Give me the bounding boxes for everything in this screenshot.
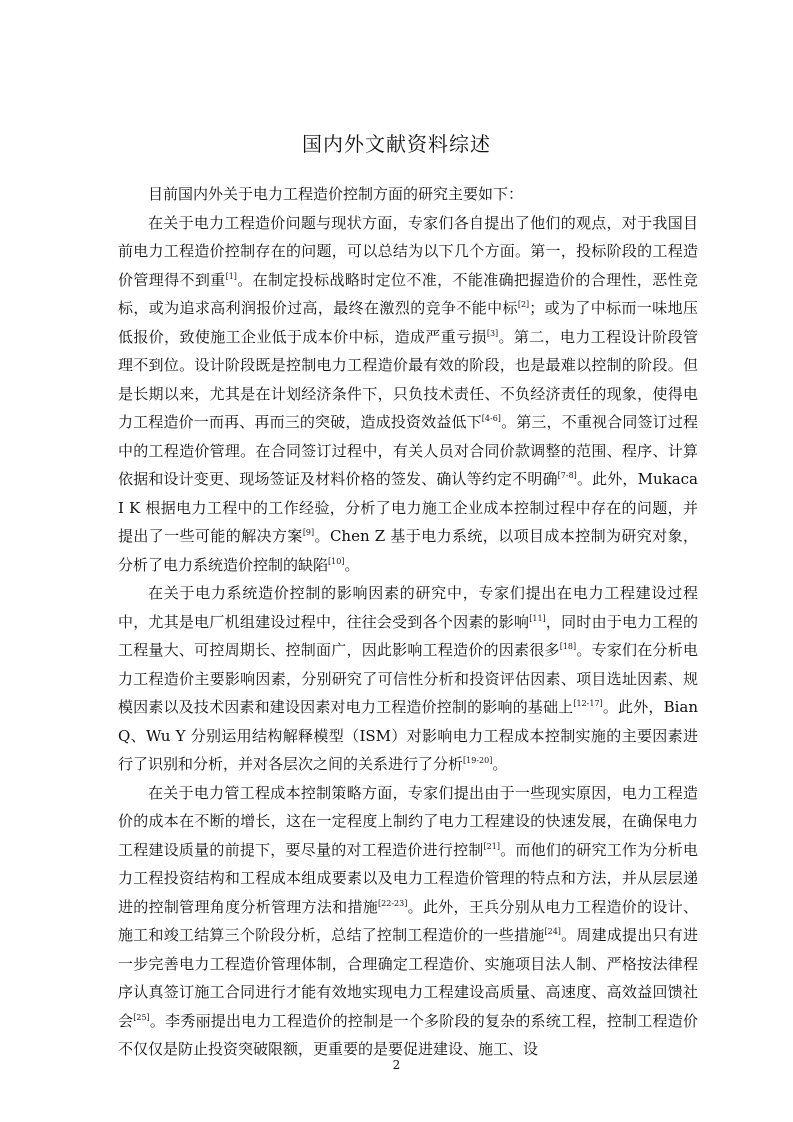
text-run: 在关于电力系统造价控制的影响因素的研究中，专家们提出在电力工程建设过程中，尤其是电厂机组建设过程中，往往会受到各个因素的影响 <box>118 584 698 631</box>
citation-ref: [4-6] <box>481 414 501 423</box>
text-run: 。Chen Z 基于电力系统，以项目成本控制为研究对象，分析了电力系统造价控制的缺陷 <box>118 527 698 574</box>
citation-ref: [10] <box>328 556 345 566</box>
paragraph <box>118 579 698 779</box>
text-run: 。在制定投标战略时定位不准，不能准确把握造价的合理性，恶性竞标，或为追求高利润报价过高，最终在激烈的竞争不能中标 <box>118 270 698 317</box>
text-run: 目前国内外关于电力工程造价控制方面的研究主要如下： <box>148 185 524 203</box>
citation-ref: [9] <box>302 528 315 537</box>
text-run: 在关于电力管工程成本控制策略方面，专家们提出由于一些现实原因，电力工程造价的成本在不断的增长，这在一定程度上制约了电力工程建设的快速发展，在确保电力工程建设质量的前提下，要尽量的对工程造价进行控制 <box>118 783 698 859</box>
citation-ref: [1] <box>225 271 237 281</box>
citation-ref: [21] <box>483 841 500 851</box>
text-run: 。李秀丽提出电力工程造价的控制是一个多阶段的复杂的系统工程，控制工程造价不仅仅是防止投资突破限额，更重要的是要促进建设、施工、设 <box>118 1011 698 1058</box>
citation-ref: [19-20] <box>463 756 493 765</box>
text-run: 。此外，Mukaca I K 根据电力工程中的工作经验，分析了电力施工企业成本控制过程中存在的问题，并提出了一些可能的解决方案 <box>118 470 698 545</box>
paragraph <box>118 779 698 1064</box>
citation-ref: [7-8] <box>557 471 577 480</box>
citation-ref: [18] <box>559 642 577 651</box>
text-run: ，同时由于电力工程的工程量大、可控周期长、控制面广，因此影响工程造价的因素很多 <box>118 612 698 659</box>
page-title: 国内外文献资料综述 <box>302 132 491 156</box>
text-run: 。第二，电力工程设计阶段管理不到位。设计阶段既是控制电力工程造价最有效的阶段，也是最难以控制的阶段。但是长期以来，尤其是在计划经济条件下，只负技术责任、不负经济责任的现象，使得电力工程造价一而再、再而三的突破，造成投资效益低下 <box>118 327 698 431</box>
text-run: 。专家们在分析电力工程造价主要影响因素，分别研究了可信性分析和投资评估因素、项目选址因素、规模因素以及技术因素和建设因素对电力工程造价控制的影响的基础上 <box>118 641 698 716</box>
body-text <box>118 180 698 1064</box>
text-run: 。此外，王兵分别从电力工程造价的设计、施工和竣工结算三个阶段分析，总结了控制工程造价的一些措施 <box>118 897 698 944</box>
citation-ref: [11] <box>529 613 546 623</box>
citation-ref: [12-17] <box>573 699 603 708</box>
citation-ref: [22-23] <box>378 898 408 908</box>
text-run: 。此外，Bian Q、Wu Y 分别运用结构解释模型（ISM）对影响电力工程成本控制实施的主要因素进行了识别和分析，并对各层次之间的关系进行了分析 <box>118 698 698 773</box>
citation-ref: [3] <box>486 328 499 338</box>
paragraph <box>118 209 698 580</box>
citation-ref: [24] <box>544 927 561 936</box>
text-run: 。而他们的研究工作为分析电力工程投资结构和工程成本组成要素以及电力工程造价管理的特点和方法，并从层层递进的控制管理角度分析管理方法和措施 <box>118 840 698 916</box>
text-run: 。周建成提出只有进一步完善电力工程造价管理体制，合理确定工程造价、实施项目法人制、严格按法律程序认真签订施工合同进行才能有效地实现电力工程建设高质量、高速度、高效益回馈社会 <box>118 926 698 1030</box>
text-run: ；或为了中标而一味地压低报价，致使施工企业低于成本价中标，造成严重亏损 <box>118 299 698 346</box>
text-run: 。 <box>344 555 360 574</box>
text-run: 在关于电力工程造价问题与现状方面，专家们各自提出了他们的观点，对于我国目前电力工程造价控制存在的问题，可以总结为以下几个方面。第一，投标阶段的工程造价管理得不到重 <box>118 213 698 289</box>
citation-ref: [25] <box>133 1012 150 1022</box>
text-run: 。第三，不重视合同签订过程中的工程造价管理。在合同签订过程中，有关人员对合同价款调整的范围、程序、计算依据和设计变更、现场签证及材料价格的签发、确认等约定不明确 <box>118 413 698 488</box>
citation-ref: [2] <box>517 300 530 309</box>
text-run: 。 <box>492 755 508 773</box>
paragraph <box>118 180 698 209</box>
page-number: 2 <box>392 1058 401 1072</box>
